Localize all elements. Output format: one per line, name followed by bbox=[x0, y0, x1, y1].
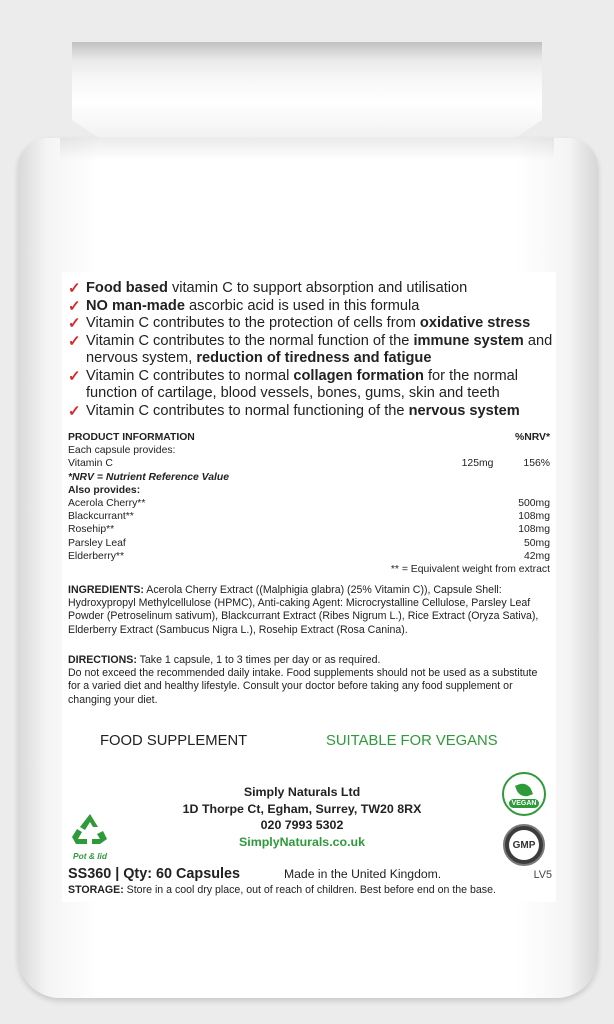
extra-row: Parsley Leaf 50mg bbox=[68, 537, 550, 549]
product-label bbox=[62, 272, 556, 902]
vegan-badge-text: VEGAN bbox=[509, 799, 540, 808]
check-icon: ✓ bbox=[68, 315, 81, 332]
extra-row: Blackcurrant** 108mg bbox=[68, 511, 550, 523]
claims-list bbox=[68, 280, 554, 420]
bottle-neck-shade bbox=[60, 138, 554, 160]
pi-header: PRODUCT INFORMATION bbox=[68, 432, 195, 443]
nrv-header: %NRV* bbox=[514, 432, 550, 443]
each-capsule-text: Each capsule provides: bbox=[68, 445, 176, 457]
company-name: Simply Naturals Ltd bbox=[243, 785, 361, 799]
claim-item: ✓ Vitamin C contributes to the protection of cells from oxidative stress bbox=[68, 315, 531, 332]
claim-item: ✓ Vitamin C contributes to normal functioning of the nervous system bbox=[68, 402, 520, 420]
gmp-badge bbox=[503, 824, 545, 866]
claim-item: ✓ Vitamin C contributes to normal collagen formation for the normal function of cartilage, blood vessels, bones, gums, skin and teeth bbox=[68, 367, 519, 401]
claim-item: ✓ Vitamin C contributes to the normal function of the immune system and nervous system, reduction of tiredness and fatigue bbox=[68, 332, 553, 366]
vegan-badge bbox=[502, 772, 546, 816]
claim-item: ✓ NO man-made ascorbic acid is used in this formula bbox=[68, 297, 420, 315]
recycle-icon bbox=[70, 812, 110, 846]
food-supplement-label: FOOD SUPPLEMENT bbox=[100, 733, 248, 749]
recycle-text: Pot & lid bbox=[73, 851, 107, 861]
product-information bbox=[68, 431, 550, 576]
made-in: Made in the United Kingdom. bbox=[284, 867, 442, 881]
warning-text: Do not exceed the recommended daily intake. Food supplements should not be used as a substitute for a varied diet and healthy lifestyle. Consult your doctor before taking any food supplement or changing your diet. bbox=[68, 667, 538, 706]
storage-text: STORAGE: Store in a cool dry place, out of reach of children. Best before end on the base. bbox=[68, 884, 496, 896]
extra-row: Elderberry** 42mg bbox=[68, 550, 550, 562]
nrv-note: *NRV = Nutrient Reference Value bbox=[68, 471, 230, 483]
vitamin-c-row: Vitamin C 125mg 156% bbox=[68, 458, 550, 470]
extra-row: Rosehip** 108mg bbox=[68, 524, 550, 536]
bottom-row bbox=[68, 866, 552, 882]
company-website: SimplyNaturals.co.uk bbox=[238, 834, 365, 849]
directions-text: DIRECTIONS: Take 1 capsule, 1 to 3 times per day or as required. Do not exceed the recommended daily intake. Food supplements should not be used as a substitute for a varied diet and healthy lifestyle. Consult your doctor before taking any food supplement or changing your diet. bbox=[68, 654, 552, 707]
extra-row: Acerola Cherry** 500mg bbox=[68, 498, 550, 510]
ingredients-text: INGREDIENTS: Acerola Cherry Extract ((Malphigia glabra) (25% Vitamin C)), Capsule Shell: Hydroxypropyl Methylcellulose (HPMC), Anti-caking Agent: Microcrystalline Cellulose, Parsley Leaf Powder (Petroselinum sativum), Blackcurrant Extract (Ribes Nigrum L.), Rice Extract (Oryza Sativa), Elderberry Extract (Sambucus Nigra L.), Rosehip Extract (Rosa Canina). bbox=[68, 584, 539, 636]
lv-code: LV5 bbox=[533, 869, 552, 881]
company-phone: 020 7993 5302 bbox=[260, 818, 344, 832]
company-address: 1D Thorpe Ct, Egham, Surrey, TW20 8RX bbox=[182, 801, 422, 816]
sku-qty: SS360 | Qty: 60 Capsules bbox=[68, 866, 240, 882]
check-icon: ✓ bbox=[68, 297, 81, 315]
check-icon: ✓ bbox=[68, 402, 81, 420]
bottle-cap-shade bbox=[72, 42, 542, 60]
recycle-logo bbox=[66, 812, 114, 861]
claim-item: ✓ Food based vitamin C to support absorption and utilisation bbox=[68, 280, 468, 297]
check-icon: ✓ bbox=[68, 280, 81, 297]
pi-header-row bbox=[68, 431, 550, 444]
company-info bbox=[152, 784, 452, 850]
check-icon: ✓ bbox=[68, 332, 81, 350]
also-provides: Also provides: bbox=[68, 484, 141, 496]
gmp-badge-text: GMP bbox=[509, 830, 539, 860]
suitable-vegans-label: SUITABLE FOR VEGANS bbox=[326, 733, 498, 749]
equivalent-note: ** = Equivalent weight from extract bbox=[390, 564, 550, 576]
leaf-icon bbox=[515, 781, 533, 799]
check-icon: ✓ bbox=[68, 367, 81, 385]
